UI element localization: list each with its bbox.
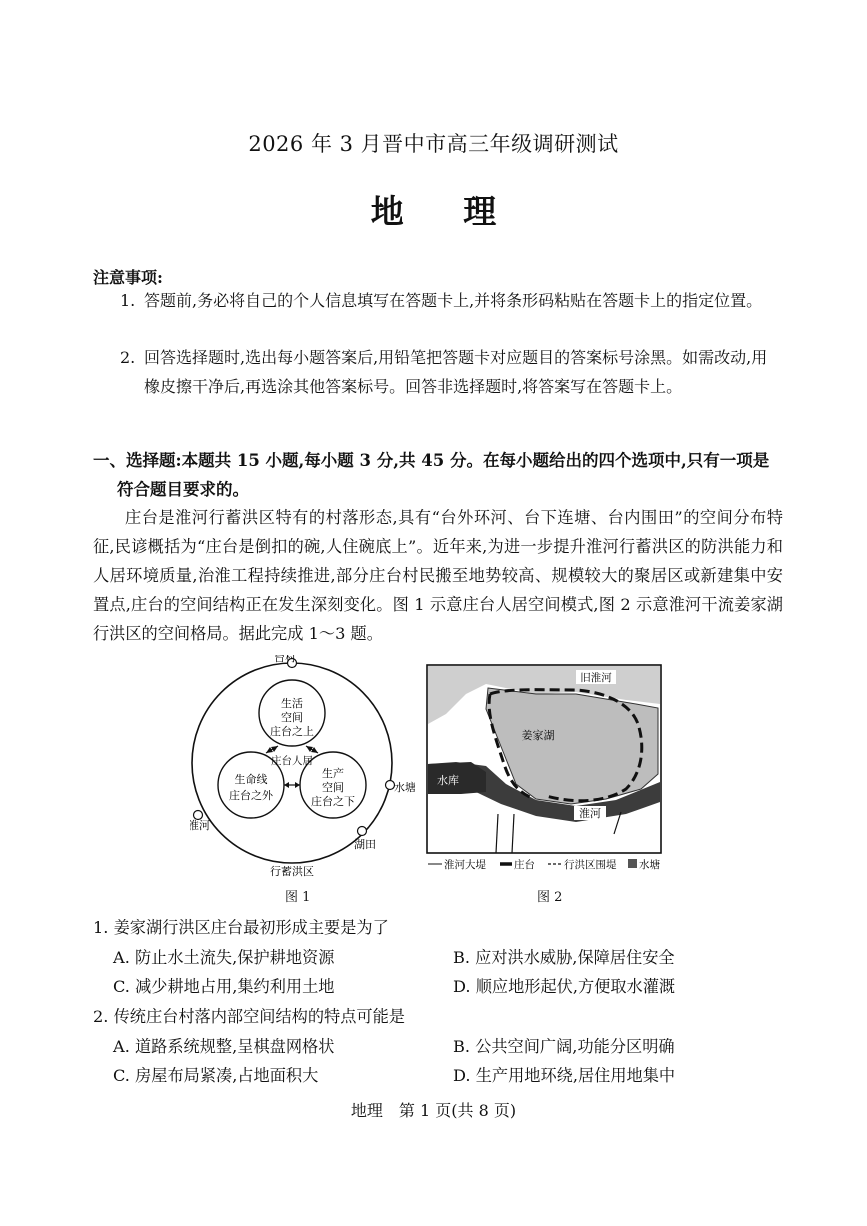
legend-zhuangtai: 庄台 xyxy=(514,859,535,871)
section-heading-line1: 一、选择题:本题共 15 小题,每小题 3 分,共 45 分。在每小题给出的四个选项中,只有一项是 xyxy=(93,451,770,470)
label-living-2: 空间 xyxy=(281,711,303,724)
figure-2-map xyxy=(426,664,662,854)
label-lifeline-2: 庄台之外 xyxy=(229,789,273,802)
label-river: 淮河 xyxy=(579,807,601,820)
notice-item-text: 答题前,务必将自己的个人信息填写在答题卡上,并将条形码粘贴在答题卡上的指定位置。 xyxy=(144,291,763,310)
question-1-stem: 1. 姜家湖行洪区庄台最初形成主要是为了 xyxy=(93,918,389,937)
label-pond: 水塘 xyxy=(394,781,415,794)
label-living-1: 生活 xyxy=(281,697,303,710)
question-1-option-b: B. 应对洪水威胁,保障居住安全 xyxy=(453,948,675,967)
label-river: 淮河 xyxy=(190,819,210,832)
legend-box-pond xyxy=(628,859,637,868)
legend-pond: 水塘 xyxy=(639,859,660,871)
figure-2-caption: 图 2 xyxy=(537,890,563,905)
notice-item-number: 2. xyxy=(120,348,136,367)
label-area: 行蓄洪区 xyxy=(270,865,314,877)
notice-item-1 xyxy=(120,286,780,315)
question-2-option-b: B. 公共空间广阔,功能分区明确 xyxy=(453,1037,675,1056)
question-2-option-d: D. 生产用地环绕,居住用地集中 xyxy=(453,1066,676,1085)
subject-title: 地 理 xyxy=(370,192,521,231)
figure-1-caption: 图 1 xyxy=(285,890,311,905)
label-lake: 姜家湖 xyxy=(521,729,555,742)
notice-heading: 注意事项: xyxy=(93,268,163,287)
arrow-head xyxy=(284,782,289,788)
passage-text: 庄台是淮河行蓄洪区特有的村落形态,具有“台外环河、台下连塘、台内围田”的空间分布特征,民谚概括为“庄台是倒扣的碗,人住碗底上”。近年来,为进一步提升淮河行蓄洪区的防洪能力和人居环境质量,治淮工程持续推进,部分庄台村民搬至地势较高、规模较大的聚居区或新建集中安置点,庄台的空间结构正在发生深刻变化。图 1 示意庄台人居空间模式,图 2 示意淮河干流姜家湖行洪区的空间格局。据此完成 1～3 题。 xyxy=(93,508,783,643)
notice-item-text: 回答选择题时,选出每小题答案后,用铅笔把答题卡对应题目的答案标号涂黑。如需改动,用橡皮擦干净后,再选涂其他答案标号。回答非选择题时,将答案写在答题卡上。 xyxy=(144,348,768,396)
label-lifeline-1: 生命线 xyxy=(234,773,268,786)
section-heading xyxy=(93,446,783,504)
figure-2-legend xyxy=(426,854,676,872)
section-heading-line2: 符合题目要求的。 xyxy=(117,480,249,499)
figure-1-diagram xyxy=(190,655,415,877)
label-reservoir: 水库 xyxy=(437,774,459,787)
label-center: 庄台人居 xyxy=(271,755,313,767)
arrow-head xyxy=(295,782,300,788)
page-footer: 地理 第 1 页(共 8 页) xyxy=(350,1101,517,1120)
label-production-2: 空间 xyxy=(322,781,344,794)
label-village: 台村 xyxy=(274,655,296,664)
label-production-1: 生产 xyxy=(322,767,344,780)
question-1-option-d: D. 顺应地形起伏,方便取水灌溉 xyxy=(453,977,676,996)
question-1-option-a: A. 防止水土流失,保护耕地资源 xyxy=(113,948,335,967)
label-old-river: 旧淮河 xyxy=(580,672,612,684)
legend-dike: 淮河大堤 xyxy=(444,859,486,871)
legend-embankment: 行洪区围堤 xyxy=(564,859,617,871)
question-1-option-c: C. 减少耕地占用,集约利用土地 xyxy=(113,977,335,996)
figure-2 xyxy=(426,664,662,854)
question-2-option-c: C. 房屋布局紧凑,占地面积大 xyxy=(113,1066,319,1085)
field-marker xyxy=(358,827,367,836)
label-field: 湖田 xyxy=(354,838,376,851)
legend-svg xyxy=(426,854,676,872)
label-living-3: 庄台之上 xyxy=(270,725,314,738)
notice-item-2 xyxy=(120,343,780,401)
notice-item-number: 1. xyxy=(120,291,136,310)
exam-title: 2026 年 3 月晋中市高三年级调研测试 xyxy=(248,132,619,156)
question-2-stem: 2. 传统庄台村落内部空间结构的特点可能是 xyxy=(93,1007,405,1026)
figure-1 xyxy=(190,655,415,877)
question-2-option-a: A. 道路系统规整,呈棋盘网格状 xyxy=(113,1037,335,1056)
label-production-3: 庄台之下 xyxy=(311,795,355,808)
